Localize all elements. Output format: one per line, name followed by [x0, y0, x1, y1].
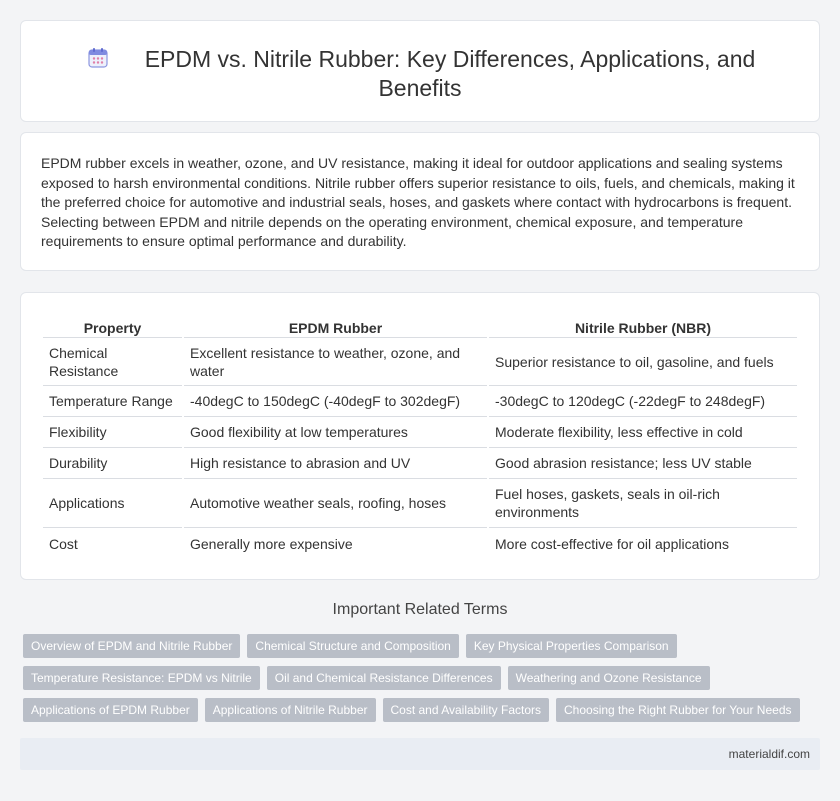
page-title-line-2: Benefits: [378, 75, 462, 101]
table-header-nitrile: Nitrile Rubber (NBR): [489, 312, 797, 338]
related-term-link[interactable]: Choosing the Right Rubber for Your Needs: [556, 698, 799, 722]
related-terms-row: [23, 634, 803, 658]
related-term-link[interactable]: Applications of Nitrile Rubber: [205, 698, 376, 722]
table-cell-epdm: High resistance to abrasion and UV: [184, 448, 487, 479]
related-term-link[interactable]: Chemical Structure and Composition: [247, 634, 458, 658]
table-cell-epdm: Excellent resistance to weather, ozone, and water: [184, 338, 487, 386]
table-row: [43, 528, 797, 559]
table-cell-nitrile: -30degC to 120degC (-22degF to 248degF): [489, 386, 797, 417]
page-title: [21, 45, 819, 103]
page-title-line-1: EPDM vs. Nitrile Rubber: Key Differences, Applications, and: [144, 46, 756, 72]
table-row: [43, 479, 797, 528]
table-row: [43, 448, 797, 479]
related-terms-heading: Important Related Terms: [332, 601, 508, 618]
title-card: [20, 20, 820, 122]
related-term-link[interactable]: Weathering and Ozone Resistance: [508, 666, 710, 690]
table-cell-nitrile: Fuel hoses, gaskets, seals in oil-rich environments: [489, 479, 797, 528]
table-cell-nitrile: Moderate flexibility, less effective in cold: [489, 417, 797, 448]
table-cell-property: Cost: [49, 535, 78, 552]
footer-site-link[interactable]: materialdif.com: [728, 747, 810, 761]
table-header-epdm: EPDM Rubber: [184, 312, 487, 338]
related-terms-list: [23, 634, 803, 730]
intro-card: [20, 132, 820, 271]
table-cell-property: Flexibility: [43, 417, 182, 448]
table-header-row: [43, 312, 797, 338]
table-cell-epdm: -40degC to 150degC (-40degF to 302degF): [184, 386, 487, 417]
comparison-table: [41, 312, 799, 559]
related-term-link[interactable]: Oil and Chemical Resistance Differences: [267, 666, 501, 690]
table-cell-epdm: Automotive weather seals, roofing, hoses: [184, 479, 487, 528]
table-cell-property: Temperature Range: [43, 386, 182, 417]
footer: [20, 738, 820, 770]
table-row: [43, 338, 797, 386]
table-cell-nitrile: Good abrasion resistance; less UV stable: [489, 448, 797, 479]
table-row: [43, 386, 797, 417]
related-term-link[interactable]: Overview of EPDM and Nitrile Rubber: [23, 634, 240, 658]
related-term-link[interactable]: Applications of EPDM Rubber: [23, 698, 198, 722]
related-term-link[interactable]: Temperature Resistance: EPDM vs Nitrile: [23, 666, 260, 690]
intro-paragraph: EPDM rubber excels in weather, ozone, and UV resistance, making it ideal for outdoor applications and sealing systems exposed to harsh environmental conditions. Nitrile rubber offers superior resistance to oils, fuels, and chemicals, making it the preferred choice for automotive and industrial seals, hoses, and gaskets where contact with hydrocarbons is frequent. Selecting between EPDM and nitrile depends on the operating environment, chemical exposure, and temperature requirements to ensure optimal performance and durability.: [41, 155, 795, 250]
table-cell-property: Chemical Resistance: [43, 338, 182, 386]
table-cell-epdm: Good flexibility at low temperatures: [184, 417, 487, 448]
table-cell-property: Applications: [43, 479, 182, 528]
table-cell-epdm: Generally more expensive: [190, 535, 353, 552]
related-term-link[interactable]: Key Physical Properties Comparison: [466, 634, 677, 658]
table-header-property: Property: [43, 312, 182, 338]
comparison-table-card: [20, 292, 820, 580]
related-term-link[interactable]: Cost and Availability Factors: [383, 698, 550, 722]
table-row: [43, 417, 797, 448]
table-cell-nitrile: Superior resistance to oil, gasoline, and fuels: [489, 338, 797, 386]
table-cell-nitrile: More cost-effective for oil applications: [495, 535, 729, 552]
related-terms-row: [23, 666, 803, 690]
related-terms-row: [23, 698, 803, 722]
table-cell-property: Durability: [43, 448, 182, 479]
